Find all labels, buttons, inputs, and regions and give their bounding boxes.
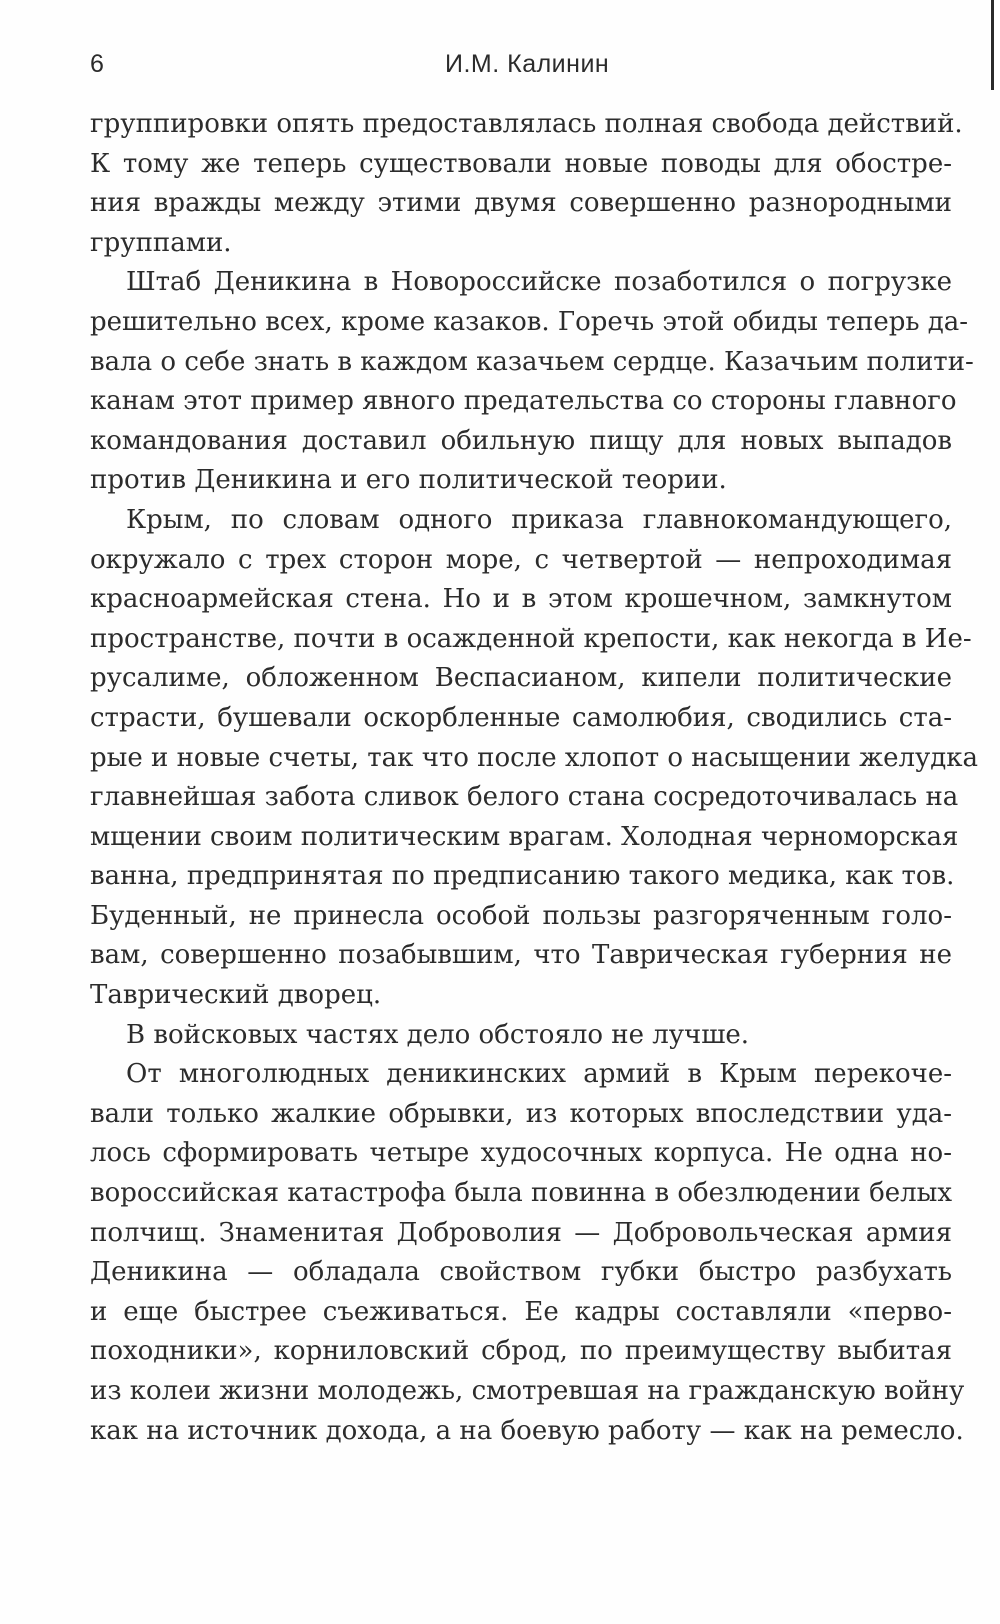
- text-line: пространстве, почти в осажденной крепости, как некогда в Ие-: [90, 623, 972, 654]
- text-line: решительно всех, кроме казаков. Горечь этой обиды теперь да-: [90, 306, 969, 337]
- text-line: походники», корниловский сброд, по преимуществу выбитая: [90, 1336, 952, 1367]
- body-text: [90, 105, 979, 1451]
- text-line: Штаб Деникина в Новороссийске позаботился о погрузке: [126, 267, 952, 298]
- paragraph: [90, 501, 979, 1016]
- text-line: главнейшая забота сливок белого стана сосредоточивалась на: [90, 782, 959, 813]
- text-line: и еще быстрее съеживаться. Ее кадры составляли «перво-: [90, 1296, 952, 1327]
- text-line: страсти, бушевали оскорбленные самолюбия, сводились ста-: [90, 702, 952, 733]
- paragraph: [90, 1016, 952, 1056]
- text-line: ния вражды между этими двумя совершенно разнородными: [90, 188, 952, 219]
- text-line: против Деникина и его политической теории.: [90, 465, 727, 496]
- text-line: канам этот пример явного предательства со стороны главного: [90, 386, 957, 417]
- running-title: И.М. Калинин: [445, 50, 610, 78]
- text-line: как на источник дохода, а на боевую работу — как на ремесло.: [90, 1415, 964, 1446]
- text-line: вали только жалкие обрывки, из которых впоследствии уда-: [90, 1098, 952, 1129]
- text-line: красноармейская стена. Но и в этом крошечном, замкнутом: [90, 584, 952, 615]
- text-line: вала о себе знать в каждом казачьем сердце. Казачьим полити-: [90, 346, 974, 377]
- text-line: лось сформировать четыре худосочных корпуса. Не одна но-: [90, 1138, 952, 1169]
- paragraph: [90, 1055, 965, 1451]
- text-line: Деникина — обладала свойством губки быстро разбухать: [90, 1257, 952, 1288]
- text-line: группировки опять предоставлялась полная свобода действий.: [90, 109, 963, 139]
- text-line: В войсковых частях дело обстояло не лучше.: [126, 1019, 750, 1050]
- paragraph: [90, 105, 963, 263]
- text-line: К тому же теперь существовали новые поводы для обостре-: [90, 148, 952, 179]
- text-line: мщении своим политическим врагам. Холодная черноморская: [90, 821, 959, 852]
- text-line: Таврический дворец.: [90, 980, 382, 1011]
- text-line: рые и новые счеты, так что после хлопот о насыщении желудка: [90, 742, 979, 773]
- text-line: полчищ. Знаменитая Доброволия — Добровольческая армия: [90, 1217, 952, 1248]
- text-line: Крым, по словам одного приказа главнокомандующего,: [126, 504, 952, 535]
- running-head: [90, 44, 950, 84]
- paragraph: [90, 263, 974, 501]
- text-line: командования доставил обильную пищу для новых выпадов: [90, 425, 952, 456]
- page-number: 6: [90, 50, 104, 78]
- text-line: Буденный, не принесла особой пользы разгоряченным голо-: [90, 900, 952, 931]
- text-line: ванна, предпринятая по предписанию такого медика, как тов.: [90, 861, 955, 892]
- text-line: От многолюдных деникинских армий в Крым перекоче-: [126, 1059, 952, 1090]
- text-line: вороссийская катастрофа была повинна в обезлюдении белых: [90, 1178, 952, 1209]
- text-line: группами.: [90, 227, 232, 258]
- page-edge-rule: [991, 0, 994, 90]
- text-line: окружало с трех сторон море, с четвертой — непроходимая: [90, 544, 952, 575]
- text-line: русалиме, обложенном Веспасианом, кипели политические: [90, 663, 952, 694]
- text-line: вам, совершенно позабывшим, что Таврическая губерния не: [90, 940, 952, 971]
- text-line: из колеи жизни молодежь, смотревшая на гражданскую войну: [90, 1376, 965, 1406]
